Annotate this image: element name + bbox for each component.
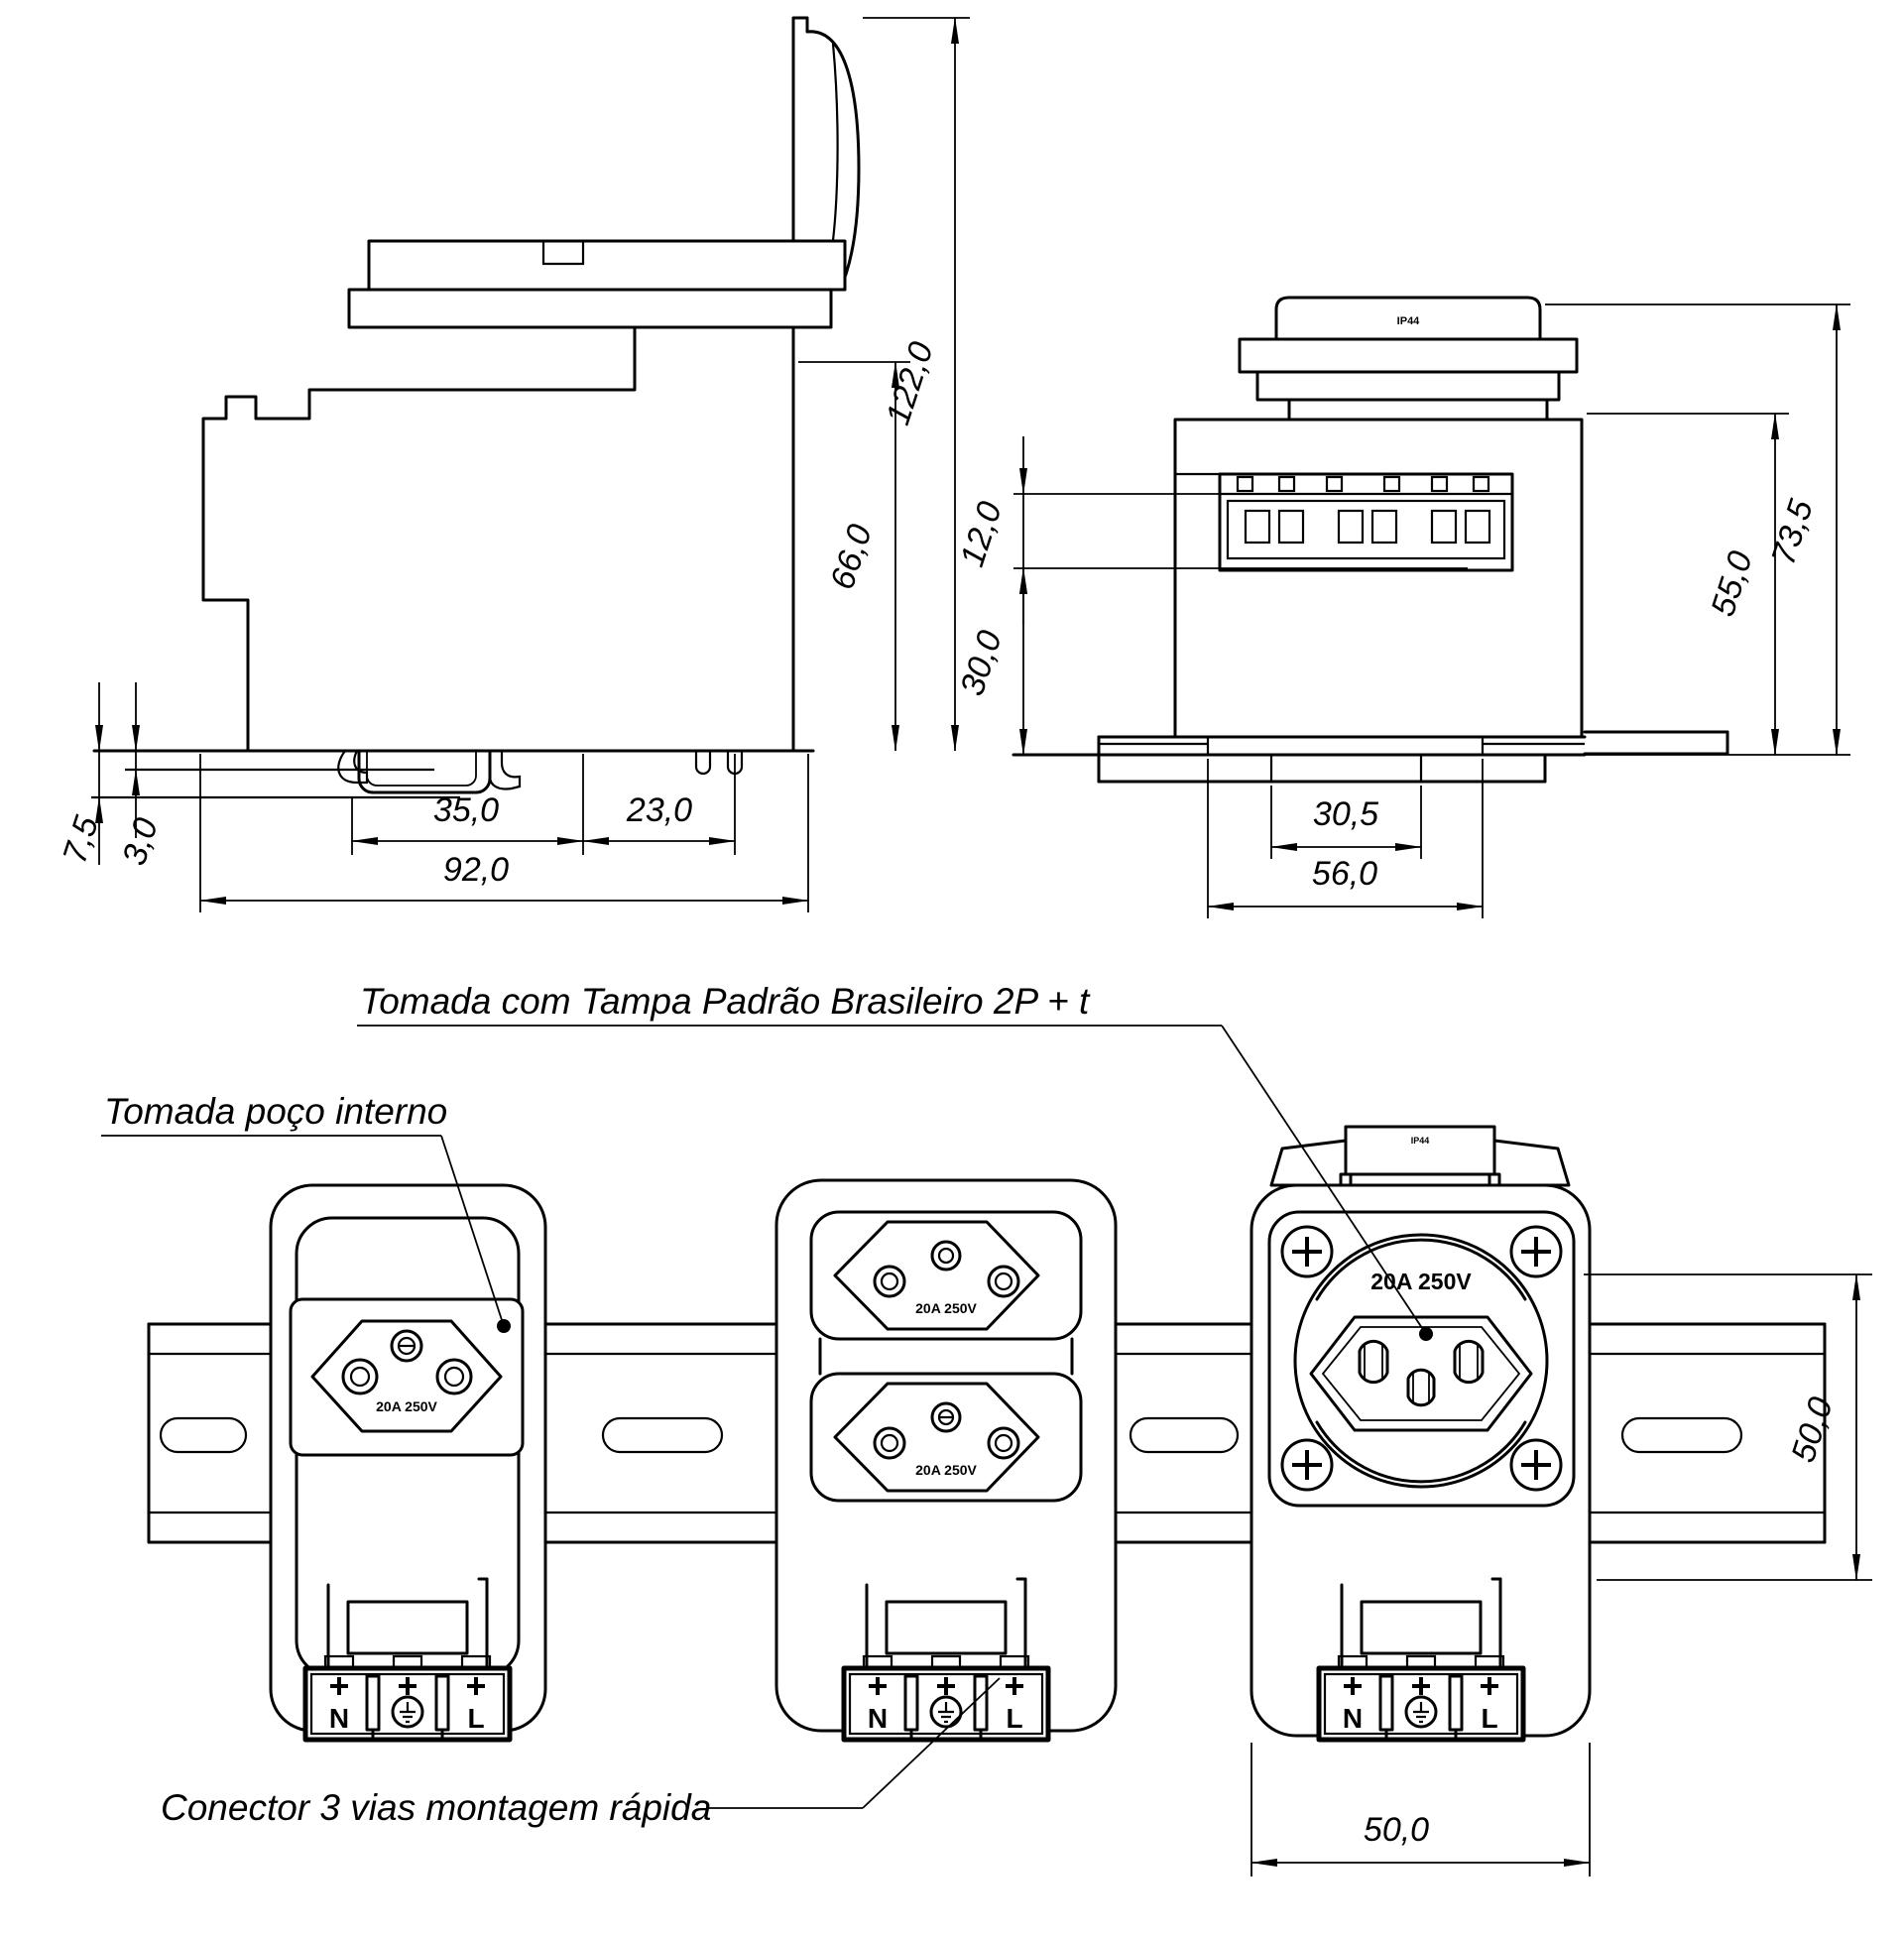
label-well-socket: Tomada poço interno [104,1091,448,1132]
lid-marking: IP44 [1410,1136,1430,1146]
rating-u2-bottom: 20A 250V [915,1462,977,1478]
dimension-flange-thickness [115,682,166,870]
dim-122: 122,0 [879,337,941,429]
dimension-connector-offset [953,568,1023,755]
terminal-l: L [1481,1703,1498,1734]
terminal-block [1319,1656,1523,1740]
dim-23: 23,0 [626,791,693,829]
terminal-n: N [328,1703,350,1734]
din-clip-profile [338,751,742,792]
side-body [203,327,793,751]
terminal-block [305,1656,510,1740]
rating-u3: 20A 250V [1370,1269,1472,1294]
closed-lid-cap [1240,298,1577,420]
dimension-overall-width [200,754,808,912]
front-terminal-connector [1175,474,1512,570]
dimension-front-overall-height [1545,304,1850,755]
dimension-clip-depth [56,682,106,868]
dim-35: 35,0 [432,791,500,829]
dimension-unit-width [1251,1743,1590,1877]
top-plates [349,241,845,327]
lid-marking-front: IP44 [1396,315,1420,327]
terminal-n: N [867,1703,889,1734]
socket-unit-cover [1251,1127,1590,1740]
dimension-overall-height [863,18,970,751]
rating-u2-top: 20A 250V [915,1300,977,1316]
dim-50-horizontal: 50,0 [1363,1811,1430,1849]
dimension-side-width [583,754,735,855]
dimension-front-body-height [1585,414,1850,755]
rating-u1: 20A 250V [376,1398,437,1414]
assembly-view [101,981,1872,1877]
dim-66: 66,0 [823,520,880,594]
dimension-rail-height [1584,1274,1872,1580]
dim-73-5: 73,5 [1764,495,1821,569]
dim-92: 92,0 [442,851,510,889]
terminal-n: N [1342,1703,1364,1734]
label-cover-socket: Tomada com Tampa Padrão Brasileiro 2P + t [360,981,1090,1022]
socket-unit-well [271,1185,545,1740]
front-view [953,298,1850,918]
dim-56: 56,0 [1311,855,1378,893]
dim-30: 30,0 [953,626,1010,700]
terminal-l: L [1006,1703,1023,1734]
dim-3-0: 3,0 [115,813,166,870]
front-base [1013,732,1727,782]
dimension-notch-width [1271,786,1421,859]
side-view [56,18,970,912]
dim-30-5: 30,5 [1312,795,1379,833]
socket-unit-double [776,1180,1116,1740]
dim-12: 12,0 [953,497,1010,571]
dim-50-vertical: 50,0 [1784,1393,1841,1467]
front-body [1175,420,1582,737]
terminal-block [844,1656,1048,1740]
dim-55: 55,0 [1704,546,1760,621]
terminal-l: L [467,1703,485,1734]
label-connector: Conector 3 vias montagem rápida [161,1787,712,1828]
dim-7-5: 7,5 [56,811,106,868]
